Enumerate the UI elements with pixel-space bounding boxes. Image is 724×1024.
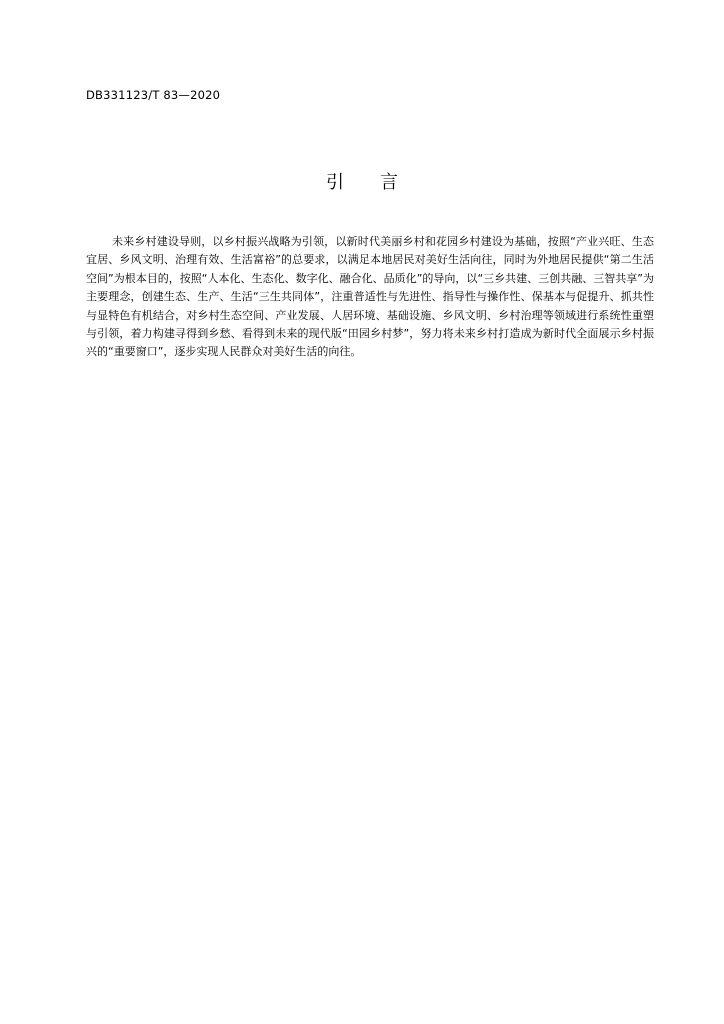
introduction-paragraph: 未来乡村建设导则，以乡村振兴战略为引领，以新时代美丽乡村和花园乡村建设为基础，按照“产业兴旺、生态宜居、乡风文明、治理有效、生活富裕”的总要求，以满足本地居民对美好生活向往，同时为外地居民提供“第二生活空间”为根本目的，按照“人本化、生态化、数字化、融合化、品质化”的导向，以“三乡共建、三创共融、三智共享”为主要理念，创建生态、生产、生活“三生共同体”，注重普适性与先进性、指导性与操作性、保基本与促提升、抓共性与显特色有机结合，对乡村生态空间、产业发展、人居环境、基础设施、乡风文明、乡村治理等领域进行系统性重塑与引领，着力构建寻得到乡愁、看得到未来的现代版“田园乡村梦”，努力将未来乡村打造成为新时代全面展示乡村振兴的“重要窗口”，逐步实现人民群众对美好生活的向往。 bbox=[86, 235, 654, 359]
document-code: DB331123/T 83—2020 bbox=[86, 88, 221, 102]
page-title: 引言 bbox=[326, 172, 434, 193]
